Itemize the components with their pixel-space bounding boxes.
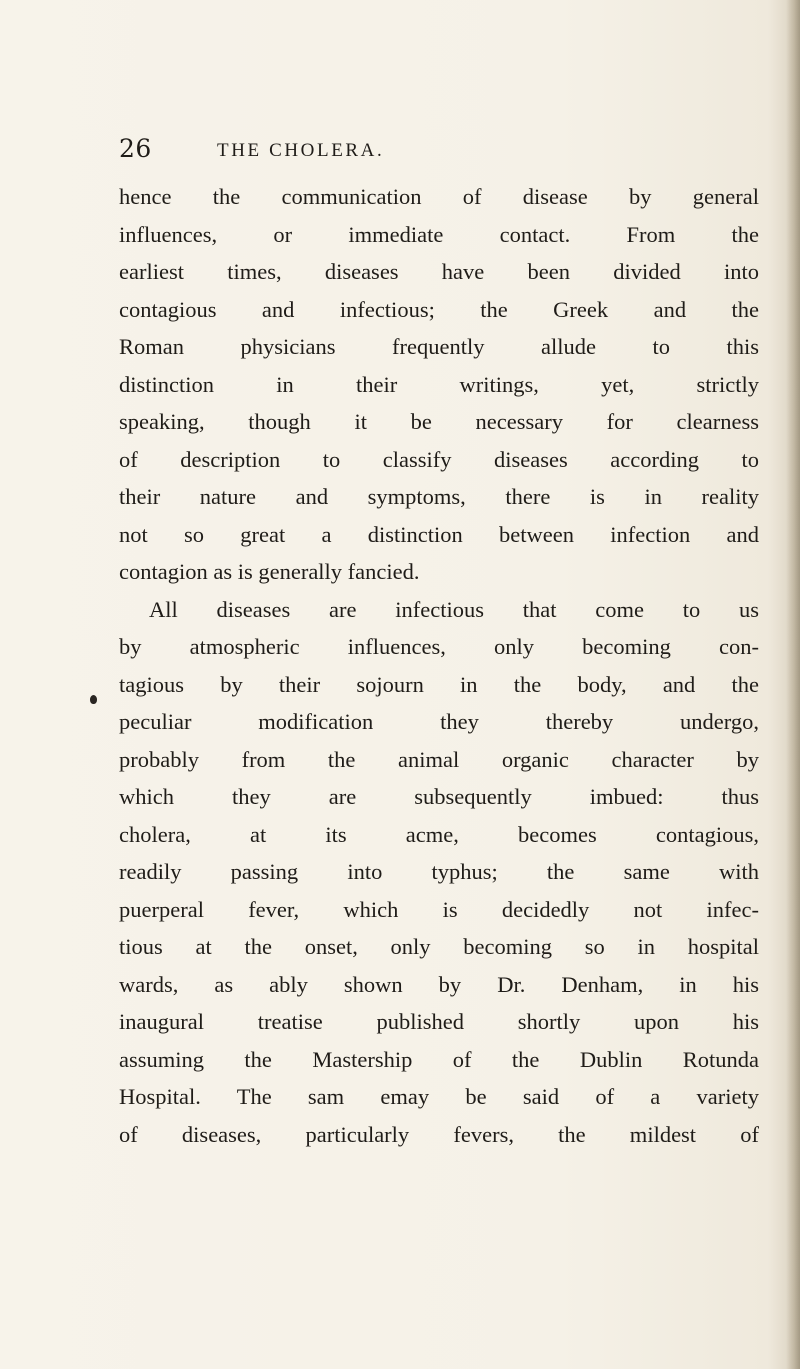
text-line: influences, or immediate contact. From the (119, 221, 759, 247)
text-line: not so great a distinction between infection and (119, 521, 759, 547)
running-head: THE CHOLERA. (217, 140, 385, 161)
page-edge-shadow (786, 0, 800, 1369)
text-line: inaugural treatise published shortly upon his (119, 1009, 759, 1034)
text-line: of description to classify diseases according to (119, 446, 759, 472)
text-line: hence the communication of disease by general (119, 184, 759, 209)
text-line: their nature and symptoms, there is in reality (119, 484, 759, 509)
text-line: readily passing into typhus; the same with (119, 859, 759, 884)
text-line: of diseases, particularly fevers, the mildest of (119, 1121, 759, 1147)
page-number: 26 (119, 134, 152, 163)
text-line: by atmospheric influences, only becoming con- (119, 634, 759, 659)
ink-blot-mark (90, 695, 97, 704)
text-line: tagious by their sojourn in the body, and the (119, 671, 759, 697)
text-line: Roman physicians frequently allude to this (119, 334, 759, 359)
text-line: wards, as ably shown by Dr. Denham, in his (119, 971, 759, 997)
text-line: speaking, though it be necessary for clearness (119, 409, 759, 434)
body-text (119, 178, 759, 1153)
text-line: assuming the Mastership of the Dublin Rotunda (119, 1046, 759, 1072)
text-line: cholera, at its acme, becomes contagious, (119, 821, 759, 847)
text-line: puerperal fever, which is decidedly not infec- (119, 896, 759, 922)
text-line: distinction in their writings, yet, strictly (119, 371, 759, 397)
text-line: Hospital. The sam emay be said of a variety (119, 1084, 759, 1109)
text-line: which they are subsequently imbued: thus (119, 784, 759, 809)
text-line: probably from the animal organic character by (119, 746, 759, 772)
text-line: peculiar modification they thereby undergo, (119, 709, 759, 734)
text-line: tious at the onset, only becoming so in hospital (119, 934, 759, 959)
text-line: earliest times, diseases have been divided into (119, 259, 759, 284)
text-line: All diseases are infectious that come to us (149, 596, 759, 622)
page-header (119, 134, 759, 174)
text-line: contagious and infectious; the Greek and the (119, 296, 759, 322)
text-line: contagion as is generally fancied. (119, 559, 420, 584)
